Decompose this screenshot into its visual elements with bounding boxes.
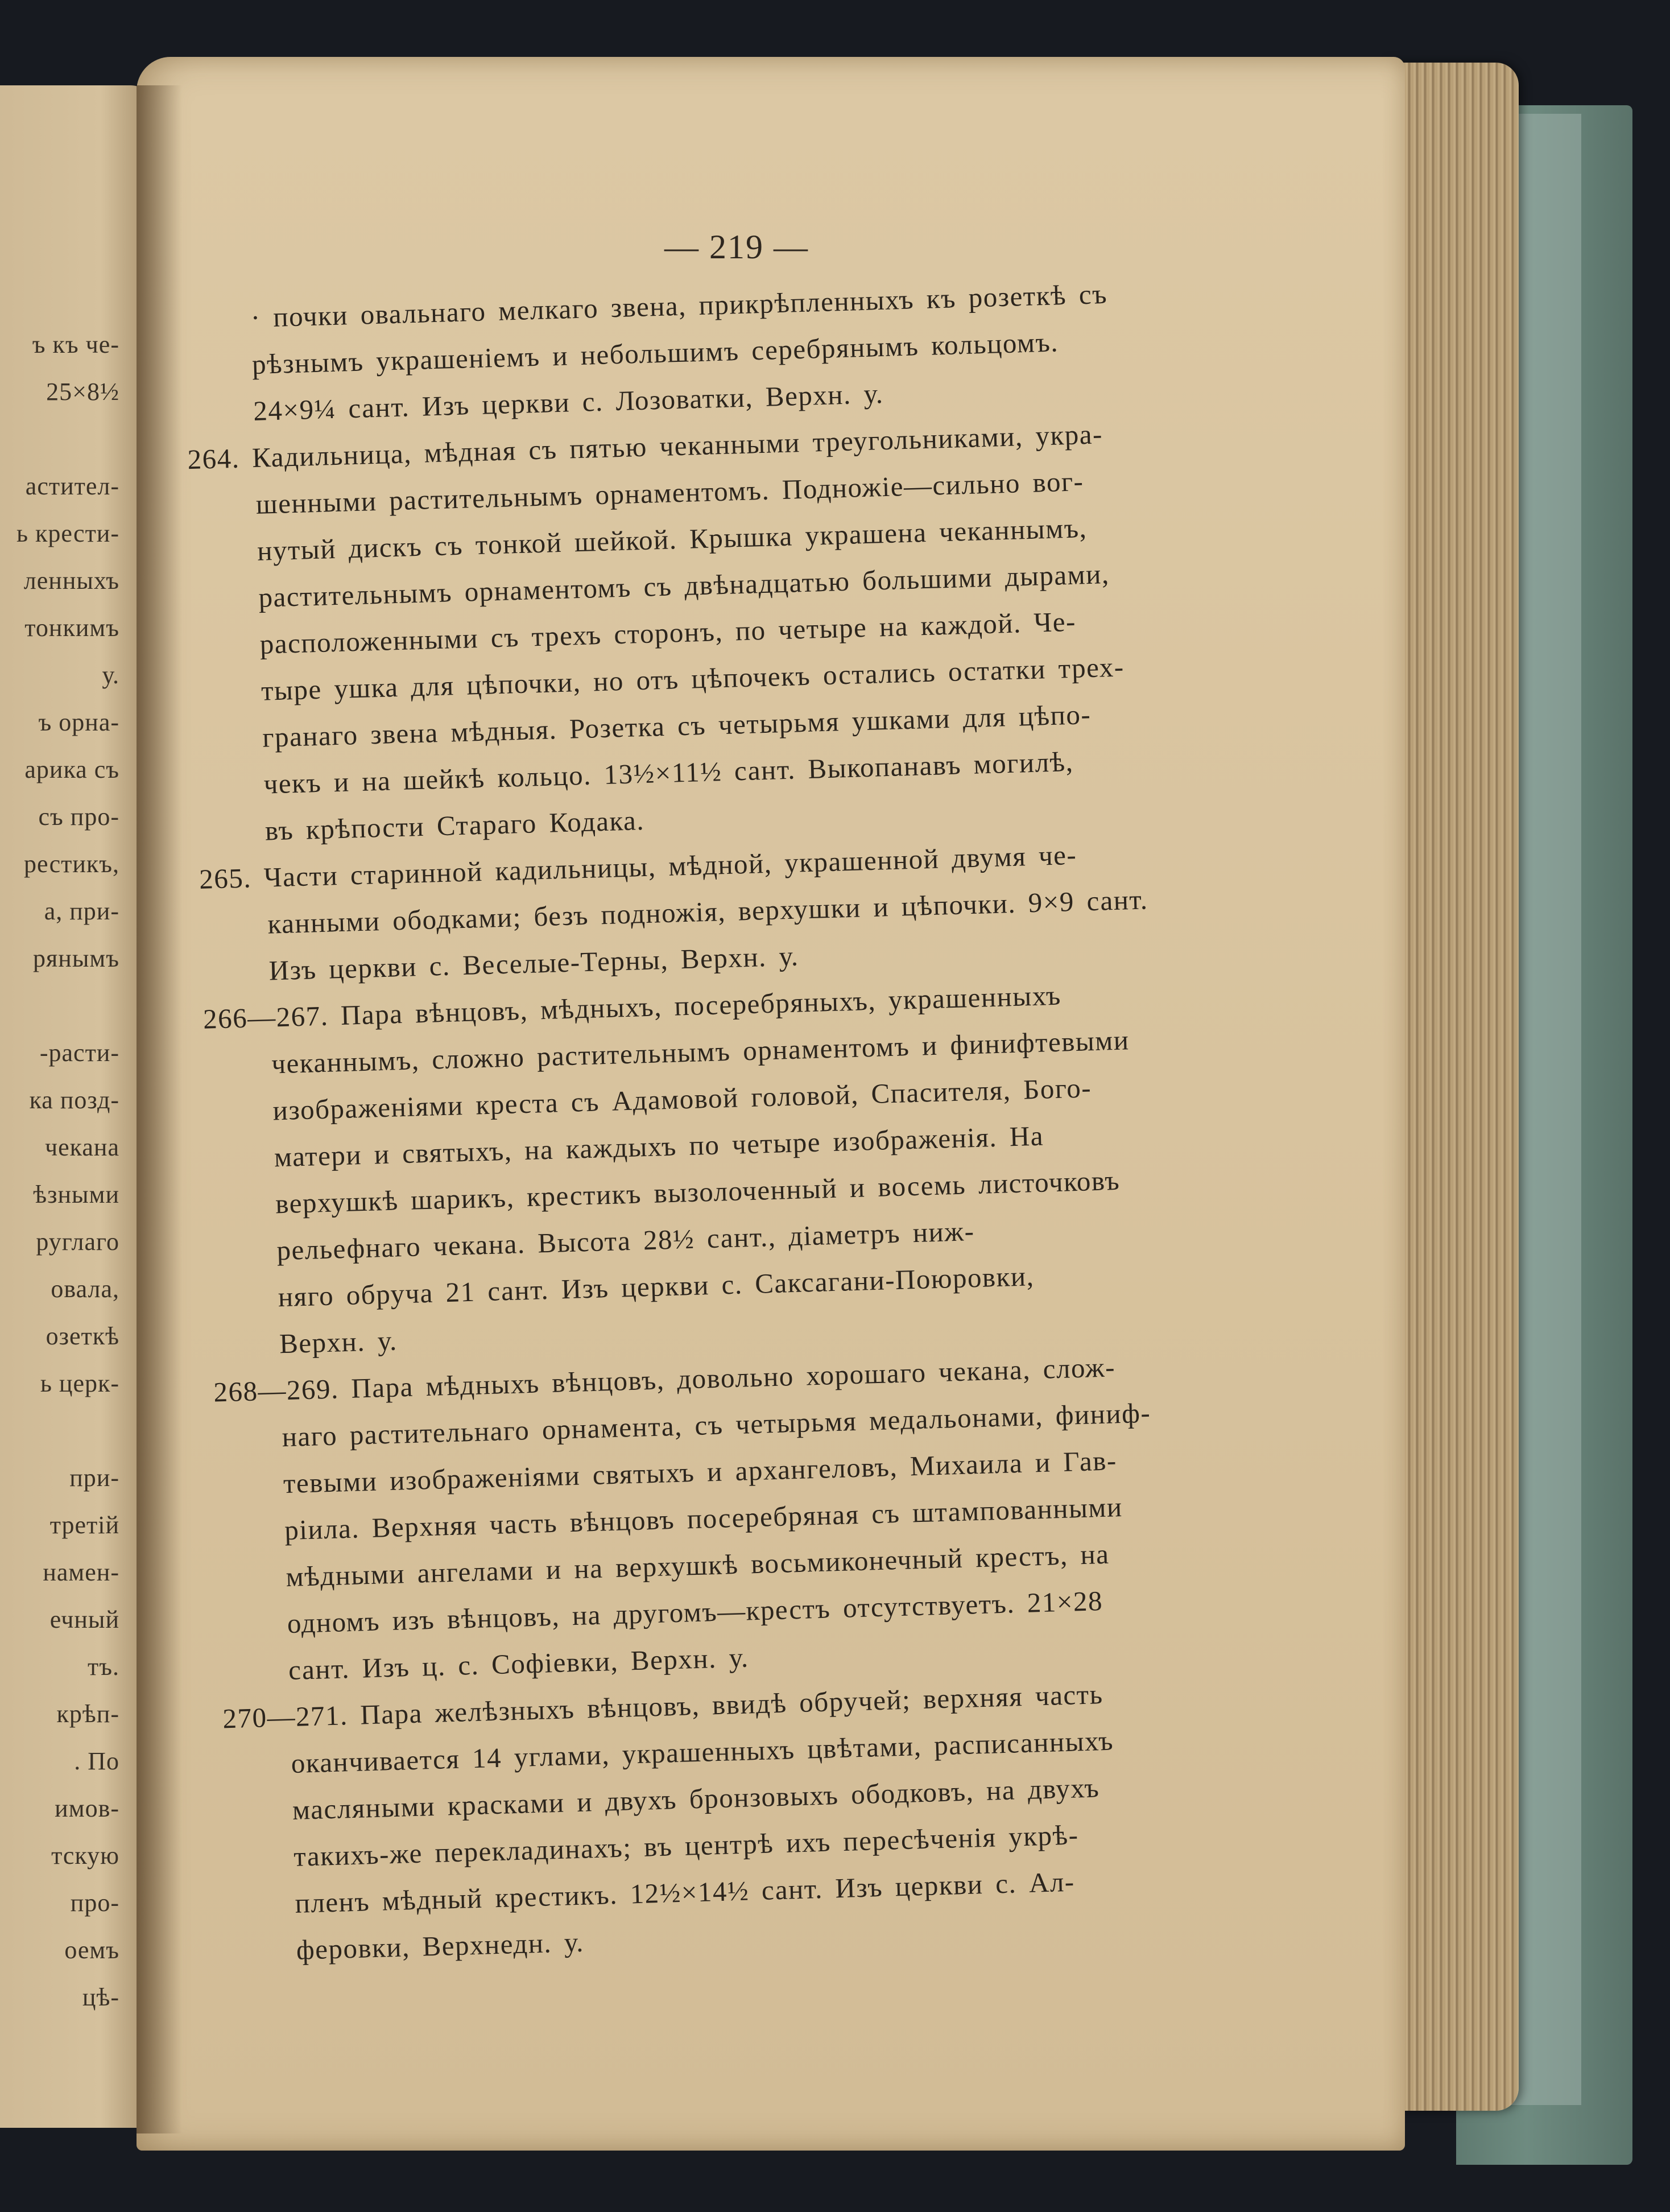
left-page-line: а, при- (44, 897, 119, 925)
text-line (275, 1164, 1121, 1220)
text-line (255, 465, 1084, 521)
entry-first-line (222, 1678, 1103, 1735)
entry-number: 265. (199, 862, 252, 895)
entry-number: 264. (187, 442, 241, 476)
line-text: одномъ изъ вѣнцовъ, на другомъ—крестъ отсутствуетъ. 21×28 (287, 1585, 1103, 1640)
line-text: нутый дискъ съ тонкой шейкой. Крышка украшена чеканнымъ, (257, 512, 1088, 567)
line-text: Изъ церкви с. Веселые-Терны, Верхн. у. (268, 940, 800, 987)
left-page-line: арика съ (24, 756, 119, 783)
line-text: 24×9¼ сант. Изъ церкви с. Лозоватки, Верхн. у. (253, 377, 884, 427)
line-text: тыре ушка для цѣпочки, но отъ цѣпочекъ остались остатки трех- (261, 651, 1125, 707)
line-text: расположенными съ трехъ сторонъ, по четыре на каждой. Че- (259, 605, 1077, 660)
left-page-line: . По (74, 1747, 119, 1775)
text-line (294, 1818, 1080, 1873)
left-page-line: намен- (43, 1558, 119, 1586)
text-line (259, 605, 1077, 661)
left-page-line: ѣзными (33, 1181, 119, 1208)
line-text: канными ободками; безъ подножія, верхушки и цѣпочки. 9×9 сант. (267, 884, 1149, 940)
text-line (283, 1444, 1117, 1500)
left-page-line: съ про- (38, 803, 119, 831)
left-page-line: имов- (55, 1794, 119, 1822)
line-text: матери и святыхъ, на каждыхъ по четыре изображенія. На (274, 1120, 1044, 1173)
text-line (258, 558, 1110, 614)
page-text (187, 271, 1409, 2093)
line-text: Пара вѣнцовъ, мѣдныхъ, посеребряныхъ, украшенныхъ (340, 979, 1062, 1031)
left-page-line: чекана (45, 1133, 119, 1161)
line-text: · почки овальнаго мелкаго звена, прикрѣпленныхъ къ розеткѣ съ (250, 278, 1108, 333)
left-page-line: озеткѣ (46, 1322, 119, 1350)
line-text: мѣдными ангелами и на верхушкѣ восьмиконечный крестъ, на (285, 1538, 1110, 1593)
text-line (274, 1120, 1044, 1174)
left-page-line: ь церк- (40, 1369, 119, 1397)
line-text: сант. Изъ ц. с. Софіевки, Верхн. у. (288, 1641, 750, 1686)
text-line (291, 1724, 1114, 1780)
text-line (284, 1491, 1123, 1546)
text-line (250, 278, 1108, 334)
line-text: пленъ мѣдный крестикъ. 12½×14½ сант. Изъ церкви с. Ал- (294, 1866, 1076, 1919)
right-page (137, 57, 1405, 2151)
line-text: чекъ и на шейкѣ кольцо. 13½×11½ сант. Выкопанавъ могилѣ, (263, 745, 1074, 800)
line-text: гранаго звена мѣдныя. Розетка съ четырьмя ушками для цѣпо- (262, 699, 1092, 753)
text-line (267, 883, 1148, 940)
text-line (262, 698, 1092, 754)
left-page-line: тъ. (88, 1653, 119, 1681)
page-edges (1388, 63, 1519, 2111)
entry-first-line (187, 418, 1103, 476)
line-text: тевыми изображеніями святыхъ и архангеловъ, Михаила и Гав- (283, 1445, 1118, 1500)
line-text: ріила. Верхняя часть вѣнцовъ посеребряная съ штампованными (284, 1491, 1123, 1546)
left-page-line: ъ къ че- (32, 331, 119, 358)
left-page-line: рестикъ, (23, 850, 119, 878)
line-text: въ крѣпости Стараго Кодака. (264, 804, 645, 847)
line-text: масляными красками и двухъ бронзовыхъ ободковъ, на двухъ (292, 1772, 1100, 1826)
text-line (264, 804, 645, 847)
text-line (278, 1260, 1035, 1313)
left-page-line: третій (49, 1511, 119, 1539)
text-line (253, 377, 884, 427)
line-text: Кадильница, мѣдная съ пятью чеканными треугольниками, укра- (251, 418, 1103, 474)
entry-number: 268—269. (213, 1373, 340, 1408)
entry-number: 266—267. (202, 1000, 329, 1035)
line-text: няго обруча 21 сант. Изъ церкви с. Саксагани-Поюровки, (278, 1260, 1035, 1313)
text-line (263, 745, 1074, 800)
line-text: Части старинной кадильницы, мѣдной, украшенной двумя че- (263, 839, 1077, 893)
line-text: чеканнымъ, сложно растительнымъ орнаментомъ и финифтевыми (271, 1024, 1130, 1080)
left-page-line: 25×8½ (46, 378, 119, 406)
line-text: рѣзнымъ украшеніемъ и небольшимъ серебрянымъ кольцомъ. (251, 326, 1059, 380)
left-page-line: оемъ (64, 1936, 119, 1964)
text-line (272, 1071, 1092, 1126)
gutter-shadow (137, 85, 182, 2133)
left-page-line: про- (70, 1889, 119, 1917)
left-page-line: ка позд- (29, 1086, 119, 1114)
left-page-line: тонкимъ (24, 614, 119, 642)
left-page-line: у. (102, 661, 119, 689)
text-line (276, 1215, 975, 1266)
left-page-line: ъ орна- (38, 708, 119, 736)
left-page-line: рянымъ (33, 944, 119, 972)
left-page-line: тскую (51, 1842, 119, 1870)
line-text: шенными растительнымъ орнаментомъ. Подножіе—сильно вог- (255, 465, 1085, 520)
left-page-line: ечный (49, 1606, 119, 1633)
left-page-fragment (0, 85, 154, 2128)
entry-first-line (199, 839, 1077, 895)
text-line (296, 1926, 584, 1966)
line-text: Пара желѣзныхъ вѣнцовъ, ввидѣ обручей; верхняя часть (359, 1678, 1104, 1731)
left-page-line: цѣ- (82, 1983, 119, 2011)
entry-first-line (202, 979, 1061, 1035)
line-text: наго растительнаго орнамента, съ четырьмя медальонами, финиф- (281, 1397, 1151, 1453)
line-text: Верхн. у. (279, 1324, 398, 1360)
entry-number: 270—271. (222, 1699, 349, 1735)
text-line (261, 650, 1125, 707)
text-line (286, 1538, 1110, 1593)
left-page-line: овала, (51, 1275, 119, 1303)
entry-first-line (213, 1351, 1116, 1408)
text-line (282, 1397, 1151, 1454)
left-page-line: крѣп- (56, 1700, 119, 1728)
left-page-line: руглаго (36, 1228, 119, 1256)
line-text: верхушкѣ шарикъ, крестикъ вызолоченный и восемь листочковъ (275, 1164, 1121, 1220)
line-text: рельефнаго чекана. Высота 28½ сант., діаметръ ниж- (276, 1215, 975, 1266)
line-text: такихъ-же перекладинахъ; въ центрѣ ихъ пересѣченія укрѣ- (293, 1819, 1080, 1872)
text-line (271, 1024, 1130, 1080)
text-line (279, 1324, 398, 1360)
left-page-line: ленныхъ (23, 567, 119, 595)
left-page-line: при- (69, 1464, 119, 1492)
text-line (257, 511, 1088, 567)
line-text: оканчивается 14 углами, украшенныхъ цвѣтами, расписанныхъ (291, 1724, 1114, 1779)
left-page-line: -расти- (39, 1039, 119, 1067)
text-line (292, 1771, 1100, 1826)
line-text: растительнымъ орнаментомъ съ двѣнадцатью большими дырами, (258, 558, 1110, 613)
text-line (295, 1866, 1075, 1920)
text-line (251, 325, 1059, 381)
line-text: феровки, Верхнедн. у. (296, 1926, 585, 1966)
line-text: Пара мѣдныхъ вѣнцовъ, довольно хорошаго чекана, слож- (350, 1351, 1116, 1404)
line-text: изображеніями креста съ Адамовой головой, Спасителя, Бого- (272, 1072, 1092, 1126)
left-page-line: ь крести- (16, 519, 119, 547)
text-line (287, 1584, 1103, 1640)
text-line (268, 940, 799, 987)
page-number: — 219 — (664, 228, 809, 266)
text-line (288, 1641, 749, 1686)
left-page-line: астител- (25, 472, 119, 500)
